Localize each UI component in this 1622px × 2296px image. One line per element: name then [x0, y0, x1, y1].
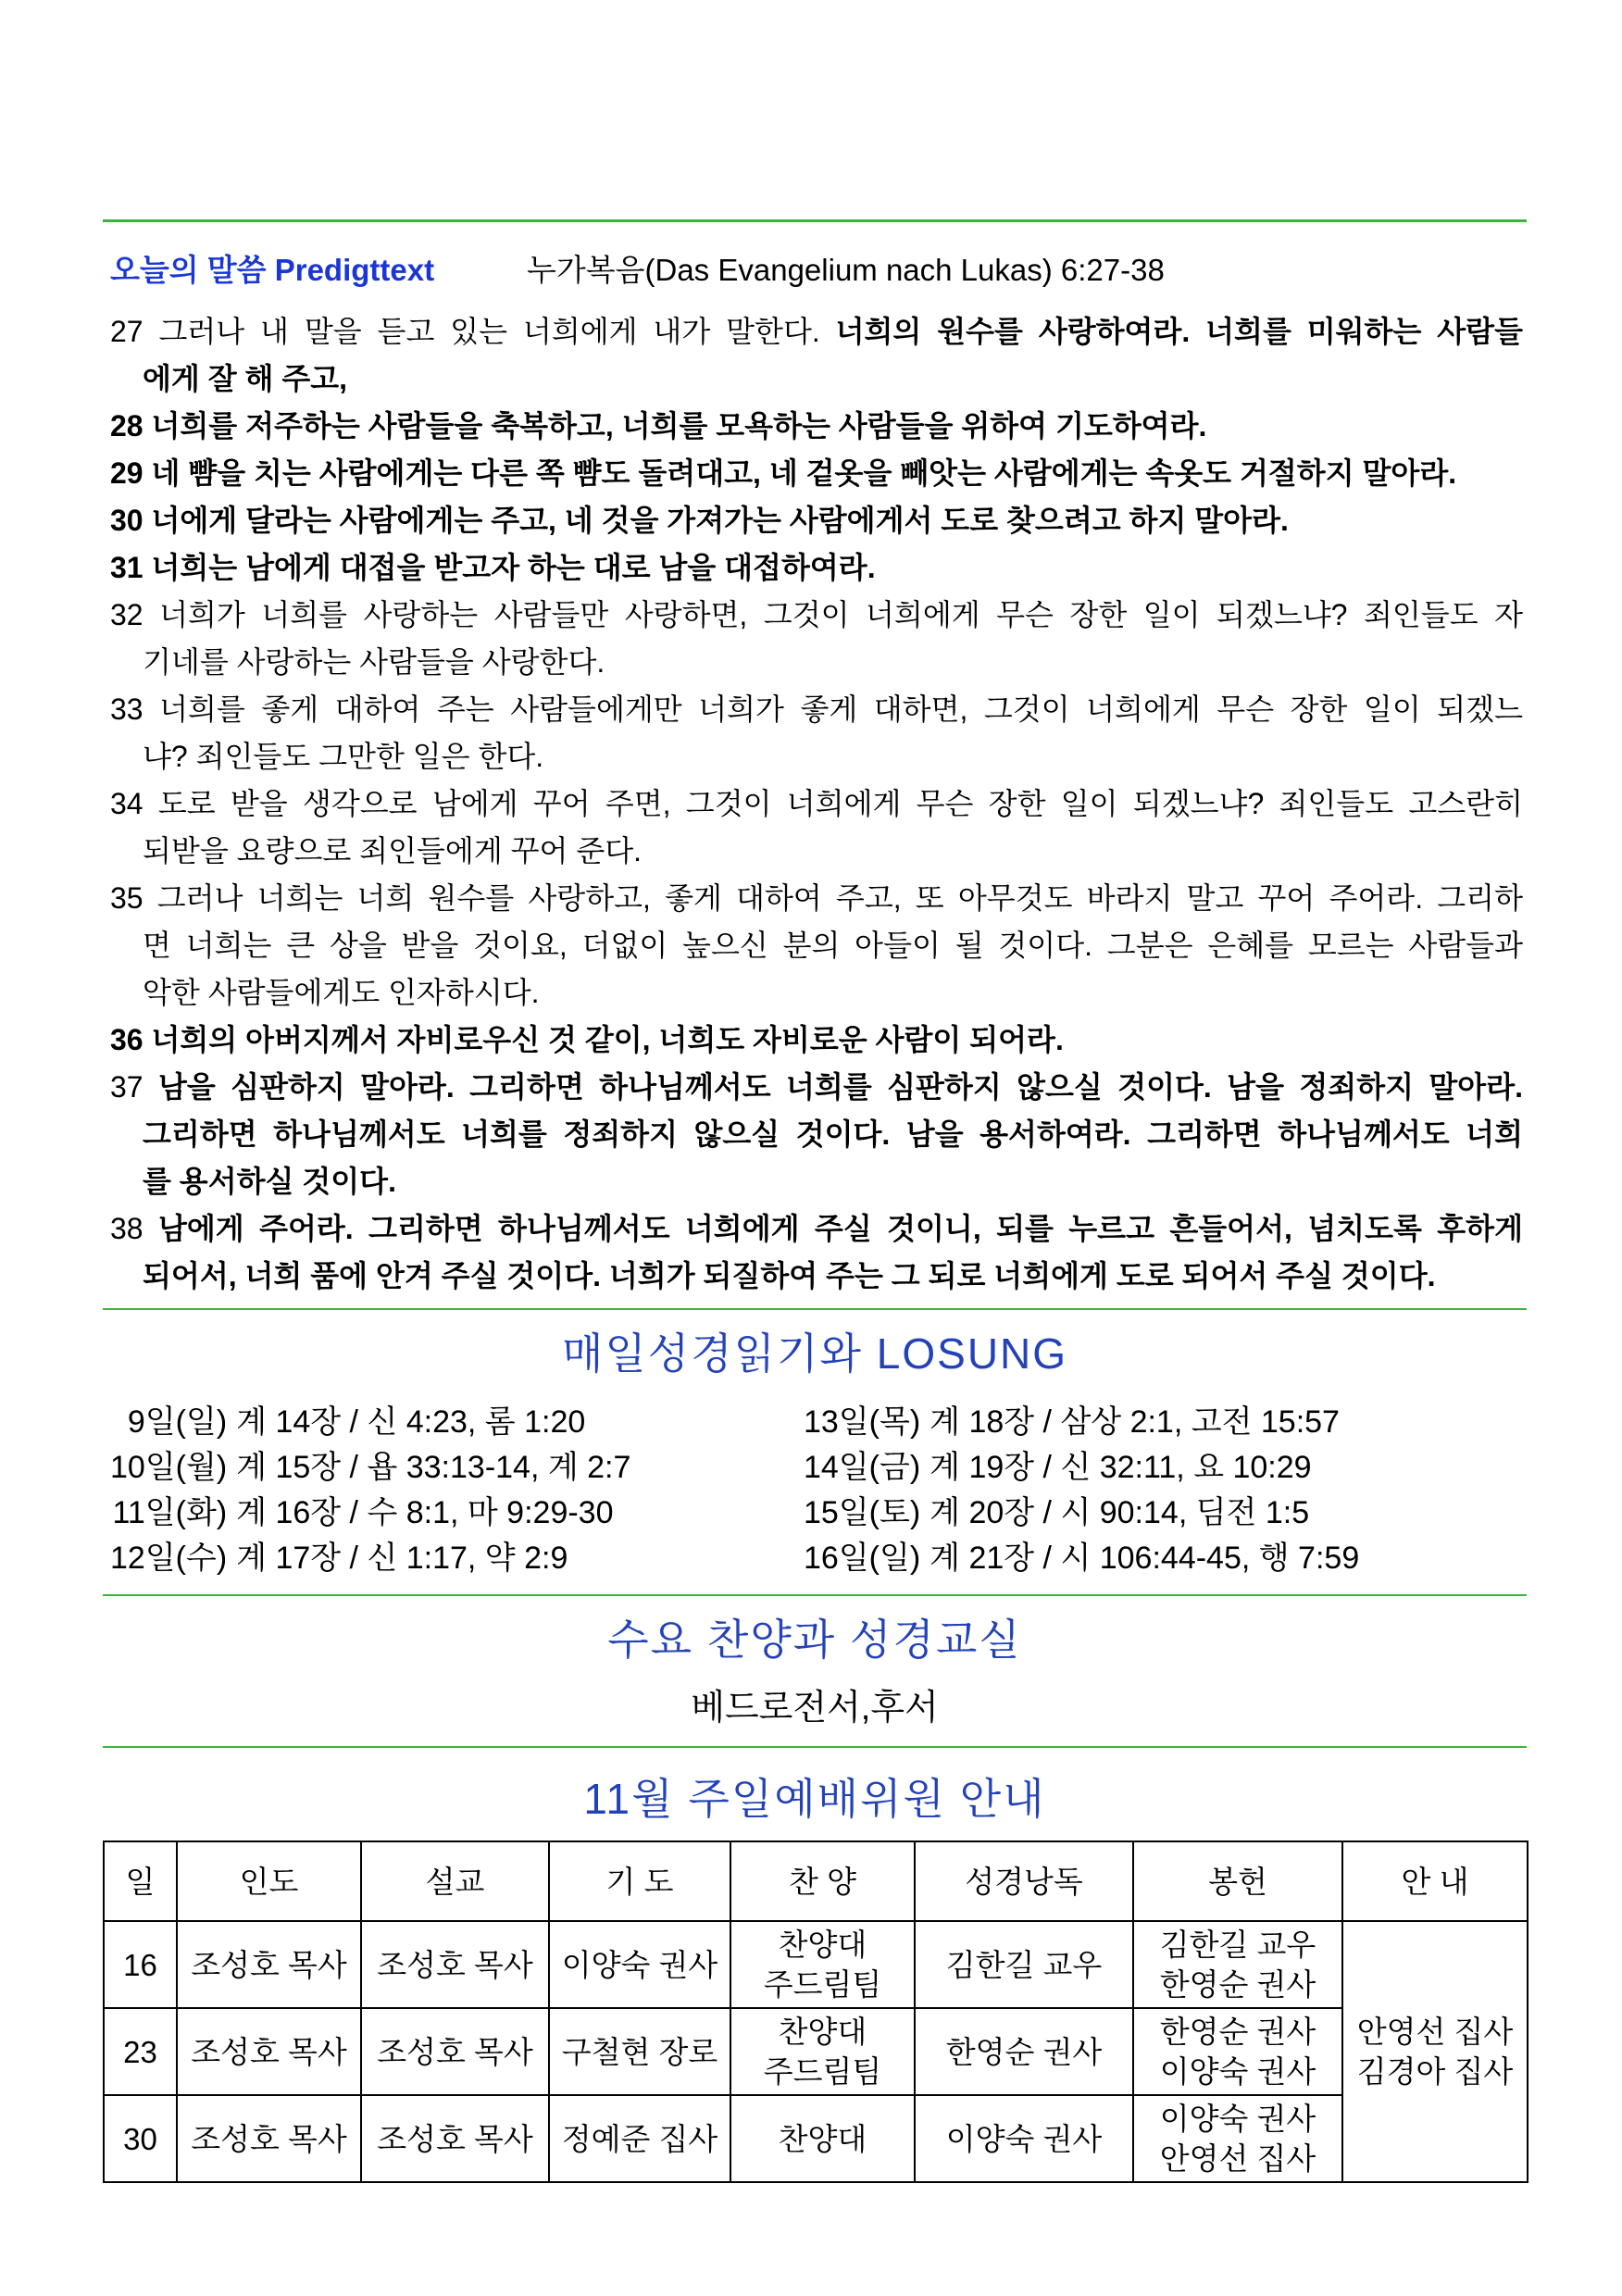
offering-cell	[1133, 2095, 1342, 2182]
preacher-cell	[361, 1921, 549, 2008]
leader-cell	[177, 2095, 361, 2182]
cell-line: 한영순 권사	[1159, 1967, 1316, 2002]
offering-cell	[1133, 2008, 1342, 2095]
verse-text-emphasis: 를 용서하실 것이다.	[143, 1165, 396, 1198]
verse-text: 37	[110, 1070, 158, 1104]
cell-line: 조성호 목사	[191, 2121, 347, 2156]
column-header-prayer: 기 도	[549, 1841, 730, 1921]
verse-text-emphasis: 30 너에게 달라는 사람에게는 주고, 네 것을 가져가는 사람에게서 도로 찾으려고 하지 말아라.	[110, 504, 1289, 537]
verse	[110, 1064, 1523, 1205]
verse	[110, 1205, 1523, 1300]
column-header-leader: 인도	[177, 1841, 361, 1921]
date-cell	[104, 2095, 177, 2182]
leader-cell	[177, 1921, 361, 2008]
verse-line	[110, 1064, 1523, 1111]
table-row	[104, 2095, 1528, 2182]
verse-text-emphasis: 29 네 뺨을 치는 사람에게는 다른 쪽 뺨도 돌려대고, 네 겉옷을 빼앗는 사람에게는 속옷도 거절하지 말아라.	[110, 456, 1457, 490]
verse-line	[110, 1158, 1523, 1205]
verse-line	[110, 780, 1523, 828]
cell-line: 찬양대	[778, 1928, 867, 1962]
verse-line	[110, 592, 1523, 639]
cell-line: 안영선 집사	[1159, 2141, 1316, 2176]
verse-text-emphasis: 남에게 주어라. 그리하면 하나님께서도 너희에게 주실 것이니, 되를 누르고 흔들어서, 넘치도록 후하게	[157, 1212, 1524, 1245]
cell-line: 16	[123, 1947, 157, 1982]
verse-text: 33 너희를 좋게 대하여 주는 사람들에게만 너희가 좋게 대하면, 그것이 너희에게 무슨 장한 일이 되겠느	[110, 693, 1523, 726]
verse	[110, 450, 1523, 497]
verse-line	[110, 497, 1523, 544]
prayer-cell	[549, 2095, 730, 2182]
sermon-label: 오늘의 말씀 Predigttext	[110, 253, 435, 287]
cell-line: 주드림팀	[763, 1967, 882, 2002]
divider	[103, 1746, 1527, 1748]
verse-text-emphasis: 31 너희는 남에게 대접을 받고자 하는 대로 남을 대접하여라.	[110, 551, 876, 584]
schedule-body	[104, 1921, 1528, 2182]
verse-line	[110, 1111, 1523, 1158]
cell-line: 김한길 교우	[945, 1947, 1103, 1982]
preacher-cell	[361, 2095, 549, 2182]
wednesday-class-title: 수요 찬양과 성경교실	[607, 1616, 1022, 1664]
cell-line: 찬양대	[778, 2121, 867, 2156]
verse-text-emphasis: 그리하면 하나님께서도 너희를 정죄하지 않으실 것이다. 남을 용서하여라. 그리하면 하나님께서도 너희	[143, 1117, 1523, 1151]
column-header-praise: 찬 양	[730, 1841, 915, 1921]
scripture-reference: 누가복음(Das Evangelium nach Lukas) 6:27-38	[527, 253, 1165, 287]
column-header-date: 일	[104, 1841, 177, 1921]
verse-line	[110, 875, 1523, 922]
reading-day: 10일(월)	[110, 1450, 228, 1485]
cell-line: 조성호 목사	[377, 1947, 533, 1982]
cell-line: 한영순 권사	[1159, 2015, 1316, 2049]
divider	[103, 219, 1527, 222]
verse	[110, 686, 1523, 780]
reading-day: 15일(토)	[804, 1495, 921, 1530]
cell-line: 이양숙 권사	[945, 2121, 1103, 2156]
prayer-cell	[549, 2008, 730, 2095]
reading-day: 9일(일)	[127, 1404, 228, 1440]
verse-text: 34 도로 받을 생각으로 남에게 꾸어 주면, 그것이 너희에게 무슨 장한 일이 되겠느냐? 죄인들도 고스란히	[110, 787, 1523, 820]
scripture-reader-cell	[915, 1921, 1133, 2008]
verse-text: 35 그러나 너희는 너희 원수를 사랑하고, 좋게 대하여 주고, 또 아무것도 바라지 말고 꾸어 주어라. 그리하	[110, 881, 1523, 915]
reading-passage: 계 14장 / 신 4:23, 롬 1:20	[236, 1404, 586, 1440]
verse-text: 32 너희가 너희를 사랑하는 사람들만 사랑하면, 그것이 너희에게 무슨 장한 일이 되겠느냐? 죄인들도 자	[110, 598, 1523, 631]
verse-line	[110, 356, 1523, 403]
reading-day: 13일(목)	[804, 1404, 921, 1440]
prayer-cell	[549, 1921, 730, 2008]
cell-line: 김경아 집사	[1356, 2054, 1514, 2089]
cell-line: 한영순 권사	[945, 2034, 1103, 2069]
column-header-sermon: 설교	[361, 1841, 549, 1921]
verse-line	[110, 403, 1523, 450]
date-cell	[104, 1921, 177, 2008]
verse	[110, 544, 1523, 592]
usher-cell	[1342, 1921, 1528, 2182]
verse-line	[110, 828, 1523, 875]
verse-text-emphasis: 에게 잘 해 주고,	[143, 362, 348, 395]
scripture-reader-cell	[915, 2095, 1133, 2182]
wednesday-class-subject: 베드로전서,후서	[691, 1689, 939, 1728]
cell-line: 조성호 목사	[377, 2034, 533, 2069]
cell-line: 주드림팀	[763, 2054, 882, 2089]
reading-passage: 계 18장 / 삼상 2:1, 고전 15:57	[930, 1404, 1340, 1440]
praise-cell	[730, 2095, 915, 2182]
verse-line	[110, 308, 1523, 356]
verse	[110, 308, 1523, 403]
leader-cell	[177, 2008, 361, 2095]
worship-servers-table	[103, 1841, 1528, 2183]
verse-text: 27 그러나 내 말을 듣고 있는 너희에게 내가 말한다.	[110, 315, 836, 348]
reading-passage: 계 15장 / 욥 33:13-14, 계 2:7	[236, 1450, 631, 1485]
verse	[110, 403, 1523, 450]
verse-text: 38	[110, 1212, 158, 1245]
preacher-cell	[361, 2008, 549, 2095]
column-header-scripture-reading: 성경낭독	[915, 1841, 1133, 1921]
cell-line: 23	[123, 2034, 157, 2069]
cell-line: 구철현 장로	[561, 2034, 718, 2069]
verse-text-emphasis: 36 너희의 아버지께서 자비로우신 것 같이, 너희도 자비로운 사람이 되어라.	[110, 1023, 1064, 1056]
cell-line: 이양숙 권사	[1159, 2102, 1316, 2136]
cell-line: 조성호 목사	[377, 2121, 533, 2156]
cell-line: 찬양대	[778, 2015, 867, 2049]
verse-line	[110, 969, 1523, 1017]
reading-day: 11일(화)	[112, 1495, 228, 1530]
reading-passage: 계 19장 / 신 32:11, 요 10:29	[930, 1450, 1312, 1485]
sermon-header	[110, 246, 1523, 293]
reading-day: 14일(금)	[804, 1450, 921, 1485]
verse-line	[110, 686, 1523, 733]
verse-line	[110, 1017, 1523, 1064]
verse-line	[110, 1253, 1523, 1300]
reading-column-right	[804, 1400, 1359, 1581]
cell-line: 김한길 교우	[1159, 1928, 1316, 1962]
verse-line	[110, 733, 1523, 780]
scripture-reader-cell	[915, 2008, 1133, 2095]
verse-line	[110, 544, 1523, 592]
verse-line	[110, 1205, 1523, 1253]
worship-servers-title: 11월 주일예배위원 안내	[583, 1775, 1046, 1823]
offering-cell	[1133, 1921, 1342, 2008]
cell-line: 이양숙 권사	[561, 1947, 718, 1982]
verse-line	[110, 639, 1523, 686]
verse	[110, 1017, 1523, 1064]
cell-line: 조성호 목사	[191, 1947, 347, 1982]
verse	[110, 780, 1523, 875]
divider	[103, 1594, 1527, 1596]
reading-day: 12일(수)	[110, 1541, 228, 1576]
verse-text: 악한 사람들에게도 인자하시다.	[143, 976, 540, 1009]
table-row	[104, 1921, 1528, 2008]
verse-line	[110, 922, 1523, 969]
verse-text: 면 너희는 큰 상을 받을 것이요, 더없이 높으신 분의 아들이 될 것이다. 그분은 은혜를 모르는 사람들과	[143, 929, 1523, 962]
verse-list	[110, 308, 1523, 1300]
reading-passage: 계 16장 / 수 8:1, 마 9:29-30	[236, 1495, 614, 1530]
table-row	[104, 2008, 1528, 2095]
verse	[110, 497, 1523, 544]
verse	[110, 875, 1523, 1017]
verse-text-emphasis: 남을 심판하지 말아라. 그리하면 하나님께서도 너희를 심판하지 않으실 것이다. 남을 정죄하지 말아라.	[157, 1070, 1524, 1104]
cell-line: 조성호 목사	[191, 2034, 347, 2069]
cell-line: 이양숙 권사	[1159, 2054, 1316, 2089]
verse	[110, 592, 1523, 686]
cell-line: 30	[123, 2121, 157, 2156]
verse-text: 기네를 사랑하는 사람들을 사랑한다.	[143, 645, 605, 679]
reading-day: 16일(일)	[804, 1541, 921, 1576]
verse-text: 냐? 죄인들도 그만한 일은 한다.	[143, 740, 544, 773]
cell-line: 안영선 집사	[1356, 2015, 1514, 2049]
verse-text-emphasis: 되어서, 너희 품에 안겨 주실 것이다. 너희가 되질하여 주는 그 되로 너희에게 도로 되어서 주실 것이다.	[143, 1259, 1436, 1292]
reading-passage: 계 21장 / 시 106:44-45, 행 7:59	[930, 1541, 1360, 1576]
praise-cell	[730, 2008, 915, 2095]
verse-text-emphasis: 28 너희를 저주하는 사람들을 축복하고, 너희를 모욕하는 사람들을 위하여 기도하여라.	[110, 409, 1207, 443]
cell-line: 정예준 집사	[561, 2121, 718, 2156]
verse-text: 되받을 요량으로 죄인들에게 꾸어 준다.	[143, 834, 643, 867]
column-header-usher: 안 내	[1342, 1841, 1528, 1921]
verse-text-emphasis: 너희의 원수를 사랑하여라. 너희를 미워하는 사람들	[835, 315, 1523, 348]
praise-cell	[730, 1921, 915, 2008]
verse-line	[110, 450, 1523, 497]
reading-column-left	[110, 1400, 630, 1581]
reading-passage: 계 17장 / 신 1:17, 약 2:9	[236, 1541, 568, 1576]
table-header-row	[104, 1841, 1528, 1921]
reading-passage: 계 20장 / 시 90:14, 딤전 1:5	[930, 1495, 1310, 1530]
date-cell	[104, 2008, 177, 2095]
divider	[103, 1308, 1527, 1310]
column-header-offering: 봉헌	[1133, 1841, 1342, 1921]
daily-reading-title: 매일성경읽기와 LOSUNG	[561, 1329, 1068, 1378]
